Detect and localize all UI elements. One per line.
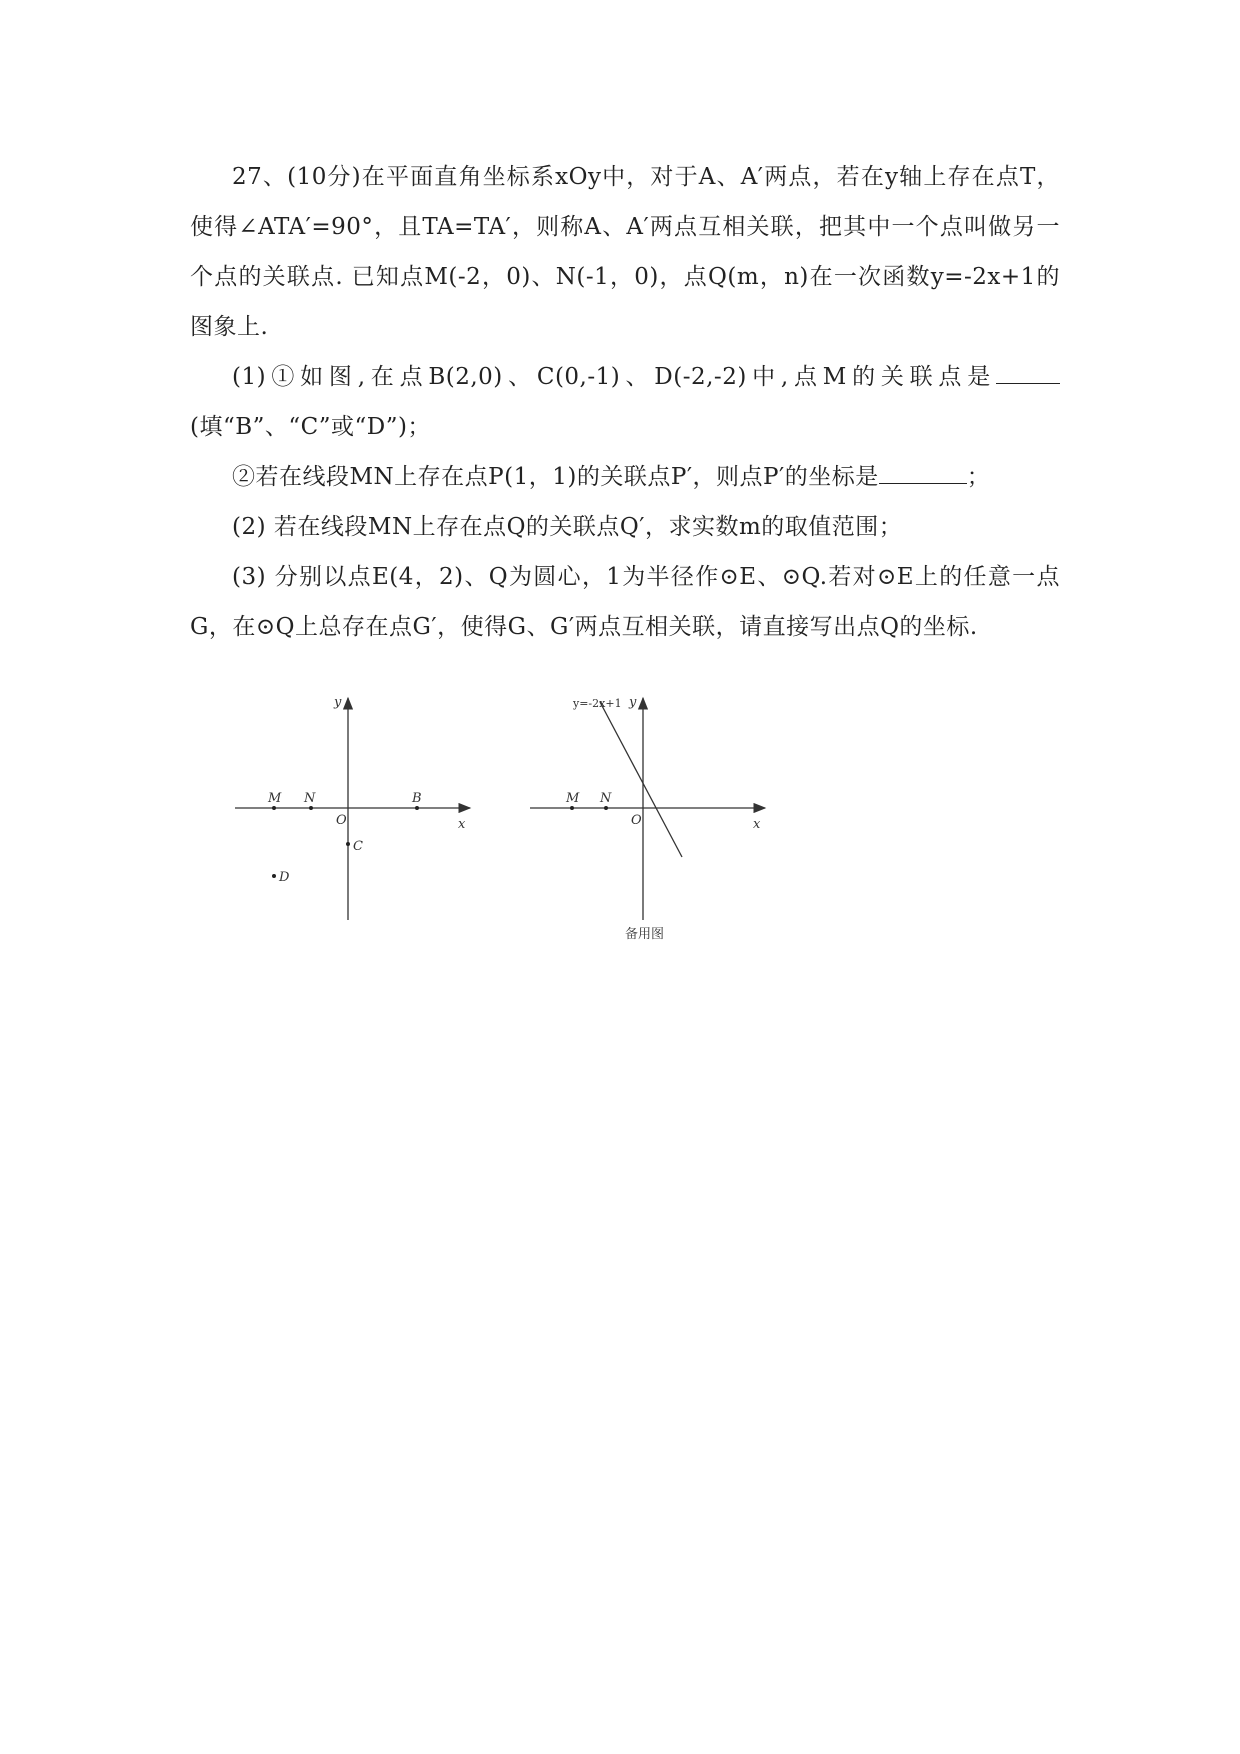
y-axis-label: y bbox=[629, 695, 637, 710]
point-c bbox=[346, 842, 350, 846]
origin-label: O bbox=[631, 813, 642, 828]
part-3: (3) 分别以点E(4，2)、Q为圆心，1为半径作⊙E、⊙Q.若对⊙E上的任意一点G，在⊙Q上总存在点G′，使得G、G′两点互相关联，请直接写出点Q的坐标. bbox=[190, 564, 1060, 640]
problem-text bbox=[190, 152, 1060, 652]
point-n bbox=[309, 806, 313, 810]
part-2: (2) 若在线段MN上存在点Q的关联点Q′，求实数m的取值范围； bbox=[232, 514, 903, 540]
point-n bbox=[604, 806, 608, 810]
point-b bbox=[415, 806, 419, 810]
point-m bbox=[272, 806, 276, 810]
part-1-1 bbox=[190, 352, 1060, 452]
point-c-label: C bbox=[353, 839, 363, 854]
point-d-label: D bbox=[279, 870, 290, 885]
part-1-1-text: (1)①如图,在点B(2,0)、C(0,-1)、D(-2,-2)中,点M的关联点是 bbox=[232, 364, 996, 390]
graph-line-label: y=-2x+1 bbox=[573, 697, 622, 710]
part-1-1-tail: (填“B”、“C”或“D”)； bbox=[190, 414, 431, 440]
problem-intro: 27、(10分)在平面直角坐标系xOy中，对于A、A′两点，若在y轴上存在点T，使得∠ATA′=90°，且TA=TA′，则称A、A′两点互相关联，把其中一个点叫做另一个点的关联点. 已知点M(-2，0)、N(-1，0)，点Q(m，n)在一次函数y=-2x+1的图象上. bbox=[190, 164, 1060, 340]
figure-1 bbox=[230, 690, 480, 940]
graph-line bbox=[600, 702, 682, 857]
point-d bbox=[272, 874, 276, 878]
answer-blank-1 bbox=[996, 357, 1060, 384]
x-axis-label: x bbox=[458, 817, 466, 832]
point-m-label: M bbox=[566, 791, 580, 806]
point-b-label: B bbox=[412, 791, 422, 806]
part-1-2 bbox=[190, 452, 1060, 502]
answer-blank-2 bbox=[879, 457, 967, 484]
y-axis-label: y bbox=[334, 695, 342, 710]
figure-2 bbox=[522, 690, 772, 940]
point-m-label: M bbox=[268, 791, 282, 806]
point-m bbox=[570, 806, 574, 810]
figure-caption: 备用图 bbox=[625, 927, 665, 940]
point-n-label: N bbox=[600, 791, 612, 806]
x-axis-label: x bbox=[753, 817, 761, 832]
part-1-2-text: ②若在线段MN上存在点P(1，1)的关联点P′，则点P′的坐标是 bbox=[232, 464, 879, 490]
origin-label: O bbox=[336, 813, 347, 828]
point-n-label: N bbox=[304, 791, 316, 806]
part-1-2-tail: ； bbox=[966, 464, 991, 490]
